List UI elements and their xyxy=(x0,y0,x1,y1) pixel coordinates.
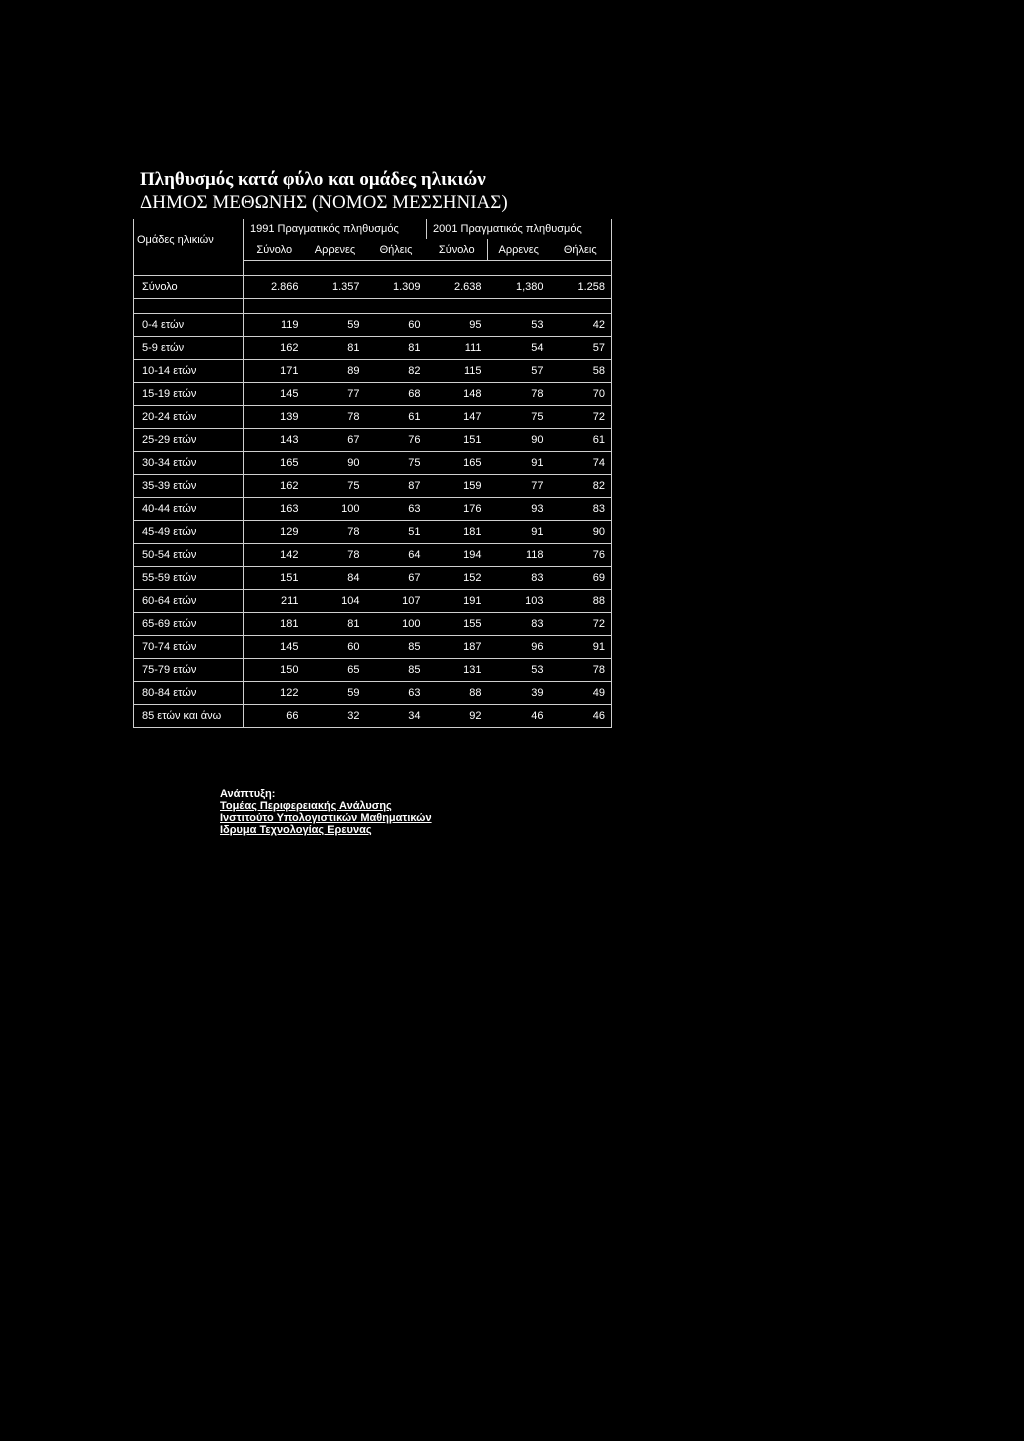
table-cell: 51 xyxy=(366,521,427,544)
table-row xyxy=(134,659,612,682)
table-cell: 211 xyxy=(244,590,305,613)
table-row xyxy=(134,314,612,337)
table-cell: 81 xyxy=(366,337,427,360)
table-cell: 77 xyxy=(488,475,550,498)
table-cell: 61 xyxy=(366,406,427,429)
table-cell: 87 xyxy=(366,475,427,498)
table-cell: 83 xyxy=(550,498,612,521)
table-cell: 66 xyxy=(244,705,305,728)
table-row xyxy=(134,567,612,590)
table-row xyxy=(134,613,612,636)
page-title: Πληθυσμός κατά φύλο και ομάδες ηλικιών xyxy=(140,169,486,190)
table-cell: 91 xyxy=(550,636,612,659)
total-row xyxy=(134,276,612,299)
table-cell: 46 xyxy=(488,705,550,728)
table-cell: 59 xyxy=(305,314,366,337)
table-cell: 194 xyxy=(427,544,488,567)
table-cell: 82 xyxy=(550,475,612,498)
subheader-females-2001: Θήλεις xyxy=(550,239,612,261)
table-cell: 64 xyxy=(366,544,427,567)
table-cell: 57 xyxy=(550,337,612,360)
table-cell: 88 xyxy=(427,682,488,705)
spacer-row xyxy=(134,261,612,276)
table-cell: 181 xyxy=(244,613,305,636)
header-1991: 1991 Πραγματικός πληθυσμός xyxy=(244,219,427,239)
table-cell: 191 xyxy=(427,590,488,613)
table-cell: 78 xyxy=(550,659,612,682)
subheader-males-1991: Αρρενες xyxy=(305,239,366,261)
age-group-label: 60-64 ετών xyxy=(134,590,244,613)
table-cell: 54 xyxy=(488,337,550,360)
table-cell: 163 xyxy=(244,498,305,521)
table-cell: 72 xyxy=(550,613,612,636)
table-cell: 63 xyxy=(366,682,427,705)
table-cell: 61 xyxy=(550,429,612,452)
table-cell: 1.357 xyxy=(305,276,366,299)
table-cell: 2.866 xyxy=(244,276,305,299)
table-cell: 69 xyxy=(550,567,612,590)
table-cell: 57 xyxy=(488,360,550,383)
age-group-header: Ομάδες ηλικιών xyxy=(134,219,244,261)
table-cell: 91 xyxy=(488,452,550,475)
spacer-row xyxy=(134,299,612,314)
table-cell: 91 xyxy=(488,521,550,544)
table-cell: 67 xyxy=(305,429,366,452)
table-cell: 90 xyxy=(488,429,550,452)
age-group-label: 80-84 ετών xyxy=(134,682,244,705)
table-cell: 60 xyxy=(366,314,427,337)
credits-heading: Ανάπτυξη: xyxy=(220,788,276,800)
table-cell: 151 xyxy=(244,567,305,590)
table-cell: 2.638 xyxy=(427,276,488,299)
table-cell: 176 xyxy=(427,498,488,521)
table-cell: 78 xyxy=(305,406,366,429)
table-cell: 46 xyxy=(550,705,612,728)
table-cell: 155 xyxy=(427,613,488,636)
table-cell: 104 xyxy=(305,590,366,613)
table-row xyxy=(134,590,612,613)
table-cell: 171 xyxy=(244,360,305,383)
table-cell: 145 xyxy=(244,383,305,406)
table-cell: 1.258 xyxy=(550,276,612,299)
table-cell: 115 xyxy=(427,360,488,383)
table-row xyxy=(134,406,612,429)
table-cell: 76 xyxy=(550,544,612,567)
age-group-label: 50-54 ετών xyxy=(134,544,244,567)
table-cell: 159 xyxy=(427,475,488,498)
table-cell: 32 xyxy=(305,705,366,728)
total-label: Σύνολο xyxy=(134,276,244,299)
age-group-label: 85 ετών και άνω xyxy=(134,705,244,728)
table-row xyxy=(134,544,612,567)
table-cell: 88 xyxy=(550,590,612,613)
table-cell: 81 xyxy=(305,337,366,360)
table-cell: 145 xyxy=(244,636,305,659)
table-cell: 70 xyxy=(550,383,612,406)
table-cell: 96 xyxy=(488,636,550,659)
table-cell: 78 xyxy=(305,521,366,544)
table-row xyxy=(134,682,612,705)
table-cell: 107 xyxy=(366,590,427,613)
age-group-label: 70-74 ετών xyxy=(134,636,244,659)
table-cell: 85 xyxy=(366,659,427,682)
table-cell: 148 xyxy=(427,383,488,406)
table-cell: 150 xyxy=(244,659,305,682)
header-row-groups xyxy=(134,219,612,239)
table-cell: 81 xyxy=(305,613,366,636)
table-row xyxy=(134,475,612,498)
age-group-label: 75-79 ετών xyxy=(134,659,244,682)
table-cell: 85 xyxy=(366,636,427,659)
subheader-females-1991: Θήλεις xyxy=(366,239,427,261)
age-group-label: 30-34 ετών xyxy=(134,452,244,475)
table-row xyxy=(134,498,612,521)
subheader-males-2001: Αρρενες xyxy=(488,239,550,261)
age-group-label: 0-4 ετών xyxy=(134,314,244,337)
table-cell: 75 xyxy=(305,475,366,498)
table-cell: 100 xyxy=(366,613,427,636)
table-cell: 58 xyxy=(550,360,612,383)
table-cell: 89 xyxy=(305,360,366,383)
table-cell: 165 xyxy=(427,452,488,475)
age-group-label: 55-59 ετών xyxy=(134,567,244,590)
age-group-label: 25-29 ετών xyxy=(134,429,244,452)
page-subtitle: ΔΗΜΟΣ ΜΕΘΩΝΗΣ (ΝΟΜΟΣ ΜΕΣΣΗΝΙΑΣ) xyxy=(140,192,508,213)
table-cell: 165 xyxy=(244,452,305,475)
table-cell: 78 xyxy=(305,544,366,567)
credits-line-1: Τομέας Περιφερειακής Ανάλυσης xyxy=(220,800,392,812)
age-group-label: 45-49 ετών xyxy=(134,521,244,544)
subheader-total-1991: Σύνολο xyxy=(244,239,305,261)
table-cell: 72 xyxy=(550,406,612,429)
table-row xyxy=(134,429,612,452)
table-cell: 75 xyxy=(366,452,427,475)
table-cell: 152 xyxy=(427,567,488,590)
table-cell: 162 xyxy=(244,475,305,498)
table-cell: 93 xyxy=(488,498,550,521)
table-cell: 53 xyxy=(488,314,550,337)
age-group-label: 5-9 ετών xyxy=(134,337,244,360)
table-row xyxy=(134,360,612,383)
table-cell: 129 xyxy=(244,521,305,544)
table-cell: 90 xyxy=(550,521,612,544)
table-cell: 83 xyxy=(488,613,550,636)
table-cell: 142 xyxy=(244,544,305,567)
table-cell: 92 xyxy=(427,705,488,728)
table-cell: 90 xyxy=(305,452,366,475)
population-table xyxy=(133,219,612,728)
table-cell: 111 xyxy=(427,337,488,360)
table-cell: 76 xyxy=(366,429,427,452)
table-cell: 151 xyxy=(427,429,488,452)
age-group-label: 20-24 ετών xyxy=(134,406,244,429)
table-row xyxy=(134,705,612,728)
table-cell: 147 xyxy=(427,406,488,429)
age-group-label: 10-14 ετών xyxy=(134,360,244,383)
age-group-label: 35-39 ετών xyxy=(134,475,244,498)
table-cell: 39 xyxy=(488,682,550,705)
table-cell: 1,380 xyxy=(488,276,550,299)
age-group-label: 65-69 ετών xyxy=(134,613,244,636)
table-cell: 95 xyxy=(427,314,488,337)
table-cell: 63 xyxy=(366,498,427,521)
table-cell: 1.309 xyxy=(366,276,427,299)
table-cell: 68 xyxy=(366,383,427,406)
table-cell: 65 xyxy=(305,659,366,682)
age-group-label: 15-19 ετών xyxy=(134,383,244,406)
table-cell: 83 xyxy=(488,567,550,590)
table-cell: 60 xyxy=(305,636,366,659)
table-cell: 122 xyxy=(244,682,305,705)
table-cell: 49 xyxy=(550,682,612,705)
table-cell: 74 xyxy=(550,452,612,475)
table-cell: 181 xyxy=(427,521,488,544)
table-cell: 143 xyxy=(244,429,305,452)
table-cell: 162 xyxy=(244,337,305,360)
table-cell: 34 xyxy=(366,705,427,728)
table-cell: 53 xyxy=(488,659,550,682)
table-cell: 82 xyxy=(366,360,427,383)
header-2001: 2001 Πραγματικός πληθυσμός xyxy=(427,219,612,239)
table-cell: 187 xyxy=(427,636,488,659)
subheader-total-2001: Σύνολο xyxy=(427,239,488,261)
table-cell: 75 xyxy=(488,406,550,429)
table-cell: 119 xyxy=(244,314,305,337)
table-row xyxy=(134,521,612,544)
table-row xyxy=(134,636,612,659)
table-cell: 59 xyxy=(305,682,366,705)
table-cell: 118 xyxy=(488,544,550,567)
table-row xyxy=(134,337,612,360)
table-cell: 103 xyxy=(488,590,550,613)
table-row xyxy=(134,452,612,475)
age-group-label: 40-44 ετών xyxy=(134,498,244,521)
title-block xyxy=(140,168,508,214)
table-cell: 84 xyxy=(305,567,366,590)
table-cell: 77 xyxy=(305,383,366,406)
table-cell: 100 xyxy=(305,498,366,521)
table-cell: 67 xyxy=(366,567,427,590)
credits-line-3: Ιδρυμα Τεχνολογίας Ερευνας xyxy=(220,824,372,836)
credits-line-2: Ινστιτούτο Υπολογιστικών Μαθηματικών xyxy=(220,812,432,824)
table-cell: 131 xyxy=(427,659,488,682)
credits xyxy=(220,788,432,836)
table-cell: 42 xyxy=(550,314,612,337)
table-cell: 78 xyxy=(488,383,550,406)
table-cell: 139 xyxy=(244,406,305,429)
table-row xyxy=(134,383,612,406)
